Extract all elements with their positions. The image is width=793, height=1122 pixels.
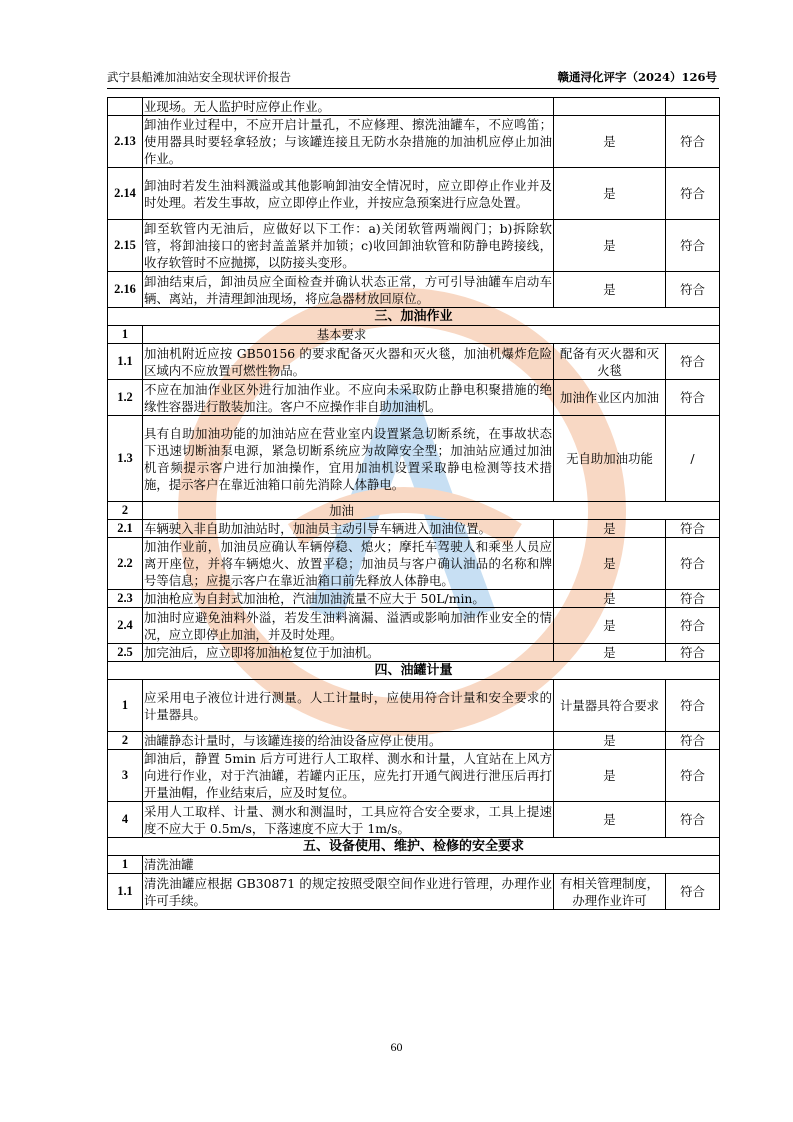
conclusion: 符合 [666, 680, 720, 732]
subsection-row [108, 502, 720, 520]
item-description: 加油作业前，加油员应确认车辆停稳、熄火；摩托车驾驶人和乘坐人员应离开座位，并将车辆熄火、放置平稳；加油员与客户确认油品的名称和牌号等信息；应提示客户在靠近油箱口前先释放人体静电。 [144, 539, 552, 588]
table-row [108, 608, 720, 644]
conclusion: 符合 [666, 732, 720, 750]
check-result: 计量器具符合要求 [554, 680, 666, 732]
item-number: 2.13 [108, 116, 143, 168]
item-description: 卸油作业过程中，不应开启计量孔，不应修理、擦洗油罐车，不应鸣笛；使用器具时要轻拿轻放；与该罐连接且无防水杂措施的加油机应停止加油作业。 [144, 117, 552, 166]
item-number: 1 [108, 326, 143, 344]
check-result: 是 [554, 802, 666, 838]
check-result: 是 [554, 220, 666, 272]
section-heading-row [108, 662, 720, 680]
table-row [108, 168, 720, 220]
item-description: 卸油结束后，卸油员应全面检查并确认状态正常，方可引导油罐车启动车辆、离站，并清理卸油现场，将应急器材放回原位。 [144, 273, 552, 306]
item-description: 油罐静态计量时，与该罐连接的给油设备应停止使用。 [143, 732, 554, 750]
check-result: 是 [554, 732, 666, 750]
table-row [108, 538, 720, 590]
item-description: 车辆驶入非自助加油站时，加油员主动引导车辆进入加油位置。 [143, 520, 554, 538]
check-result: 是 [554, 520, 666, 538]
item-number: 2.2 [108, 538, 143, 590]
item-number: 1 [108, 856, 143, 874]
table-row [108, 644, 720, 662]
check-result [554, 98, 666, 116]
table-row [108, 874, 720, 910]
item-number: 1.3 [108, 416, 143, 502]
item-number: 2.3 [108, 590, 143, 608]
item-number: 3 [108, 750, 143, 802]
section-title: 五、设备使用、维护、检修的安全要求 [108, 838, 720, 856]
conclusion: 符合 [666, 608, 720, 644]
conclusion: / [666, 416, 720, 502]
table-row [108, 750, 720, 802]
item-number: 2.1 [108, 520, 143, 538]
item-description: 卸油后，静置 5min 后方可进行人工取样、测水和计量，人宜站在上风方向进行作业，对于汽油罐，若罐内正压，应先打开通气阀进行泄压后再打开量油帽，作业结束后，应及时复位。 [144, 751, 552, 800]
table-row [108, 272, 720, 308]
report-title: 武宁县船滩加油站安全现状评价报告 [107, 70, 291, 84]
item-description: 应采用电子液位计进行测量。人工计量时，应使用符合计量和安全要求的计量器具。 [143, 680, 554, 732]
table-row [108, 680, 720, 732]
check-result: 加油作业区内加油 [554, 380, 666, 416]
page-number: 60 [390, 1040, 403, 1054]
subsection-title: 基本要求 [143, 326, 720, 344]
table-row [108, 802, 720, 838]
item-number: 4 [108, 802, 143, 838]
section-title: 三、加油作业 [108, 308, 720, 326]
table-row [108, 98, 720, 116]
conclusion: 符合 [666, 220, 720, 272]
subsection-title: 加油 [143, 502, 720, 520]
conclusion: 符合 [666, 168, 720, 220]
check-result: 是 [554, 538, 666, 590]
item-description: 加油机附近应按 GB50156 的要求配备灭火器和灭火毯，加油机爆炸危险区域内不应放置可燃性物品。 [144, 345, 552, 378]
check-result: 是 [554, 116, 666, 168]
subsection-row [108, 326, 720, 344]
conclusion: 符合 [666, 116, 720, 168]
table-row [108, 590, 720, 608]
table-row [108, 380, 720, 416]
conclusion: 符合 [666, 644, 720, 662]
check-result: 是 [554, 590, 666, 608]
section-heading-row [108, 838, 720, 856]
item-number: 1.1 [108, 874, 143, 910]
conclusion [666, 98, 720, 116]
item-description: 加完油后，应立即将加油枪复位于加油机。 [143, 644, 554, 662]
page-header [107, 66, 719, 89]
subsection-row [108, 856, 720, 874]
check-result: 是 [554, 644, 666, 662]
check-result: 是 [554, 750, 666, 802]
conclusion: 符合 [666, 520, 720, 538]
item-number: 1.2 [108, 380, 143, 416]
item-description: 卸油时若发生油料溅溢或其他影响卸油安全情况时，应立即停止作业并及时处理。若发生事故，应立即停止作业，并按应急预案进行应急处置。 [143, 168, 554, 220]
item-number: 2.15 [108, 220, 143, 272]
subsection-title: 清洗油罐 [143, 856, 720, 874]
conclusion: 符合 [666, 590, 720, 608]
item-number: 2.16 [108, 272, 143, 308]
item-number [108, 98, 143, 116]
item-description: 具有自助加油功能的加油站应在营业室内设置紧急切断系统，在事故状态下迅速切断油泵电源，紧急切断系统应为故障安全型；加油站应通过加油机音频提示客户进行加油操作，宜用加油机设置采取静电检测等技术措施，提示客户在靠近油箱口前先消除人体静电。 [143, 416, 554, 502]
conclusion: 符合 [666, 272, 720, 308]
item-number: 1.1 [108, 344, 143, 380]
section-heading-row [108, 308, 720, 326]
item-description: 卸至软管内无油后，应做好以下工作：a)关闭软管两端阀门；b)拆除软管，将卸油接口的密封盖盖紧并加锁；c)收回卸油软管和防静电跨接线，收存软管时不应抛掷，以防接头变形。 [144, 221, 552, 270]
check-result: 有相关管理制度，办理作业许可 [554, 874, 666, 910]
conclusion: 符合 [666, 380, 720, 416]
check-result: 是 [554, 608, 666, 644]
item-description: 不应在加油作业区外进行加油作业。不应向未采取防止静电积聚措施的绝缘性容器进行散装加注。客户不应操作非自助加油机。 [144, 381, 552, 414]
item-description: 加油时应避免油料外溢，若发生油料滴漏、溢洒或影响加油作业安全的情况，应立即停止加油，并及时处理。 [144, 609, 552, 642]
item-number: 2.5 [108, 644, 143, 662]
conclusion: 符合 [666, 802, 720, 838]
conclusion: 符合 [666, 538, 720, 590]
conclusion: 符合 [666, 874, 720, 910]
item-description: 业现场。无人监护时应停止作业。 [143, 98, 554, 116]
item-description: 清洗油罐应根据 GB30871 的规定按照受限空间作业进行管理，办理作业许可手续。 [144, 875, 552, 908]
item-number: 2 [108, 502, 143, 520]
check-result: 配备有灭火器和灭火毯 [554, 344, 666, 380]
item-number: 1 [108, 680, 143, 732]
table-row [108, 220, 720, 272]
table-row [108, 416, 720, 502]
item-description: 采用人工取样、计量、测水和测温时，工具应符合安全要求，工具上提速度不应大于 0.5m/s，下落速度不应大于 1m/s。 [144, 803, 552, 836]
item-number: 2 [108, 732, 143, 750]
section-title: 四、油罐计量 [108, 662, 720, 680]
evaluation-table [107, 97, 720, 910]
table-row [108, 732, 720, 750]
table-row [108, 116, 720, 168]
item-description: 加油枪应为自封式加油枪，汽油加油流量不应大于 50L/min。 [143, 590, 554, 608]
conclusion: 符合 [666, 344, 720, 380]
check-result: 是 [554, 272, 666, 308]
check-result: 无自助加油功能 [554, 416, 666, 502]
table-row [108, 520, 720, 538]
item-number: 2.4 [108, 608, 143, 644]
item-number: 2.14 [108, 168, 143, 220]
check-result: 是 [554, 168, 666, 220]
report-number: 赣通浔化评字（2024）126号 [557, 70, 717, 84]
table-row [108, 344, 720, 380]
conclusion: 符合 [666, 750, 720, 802]
